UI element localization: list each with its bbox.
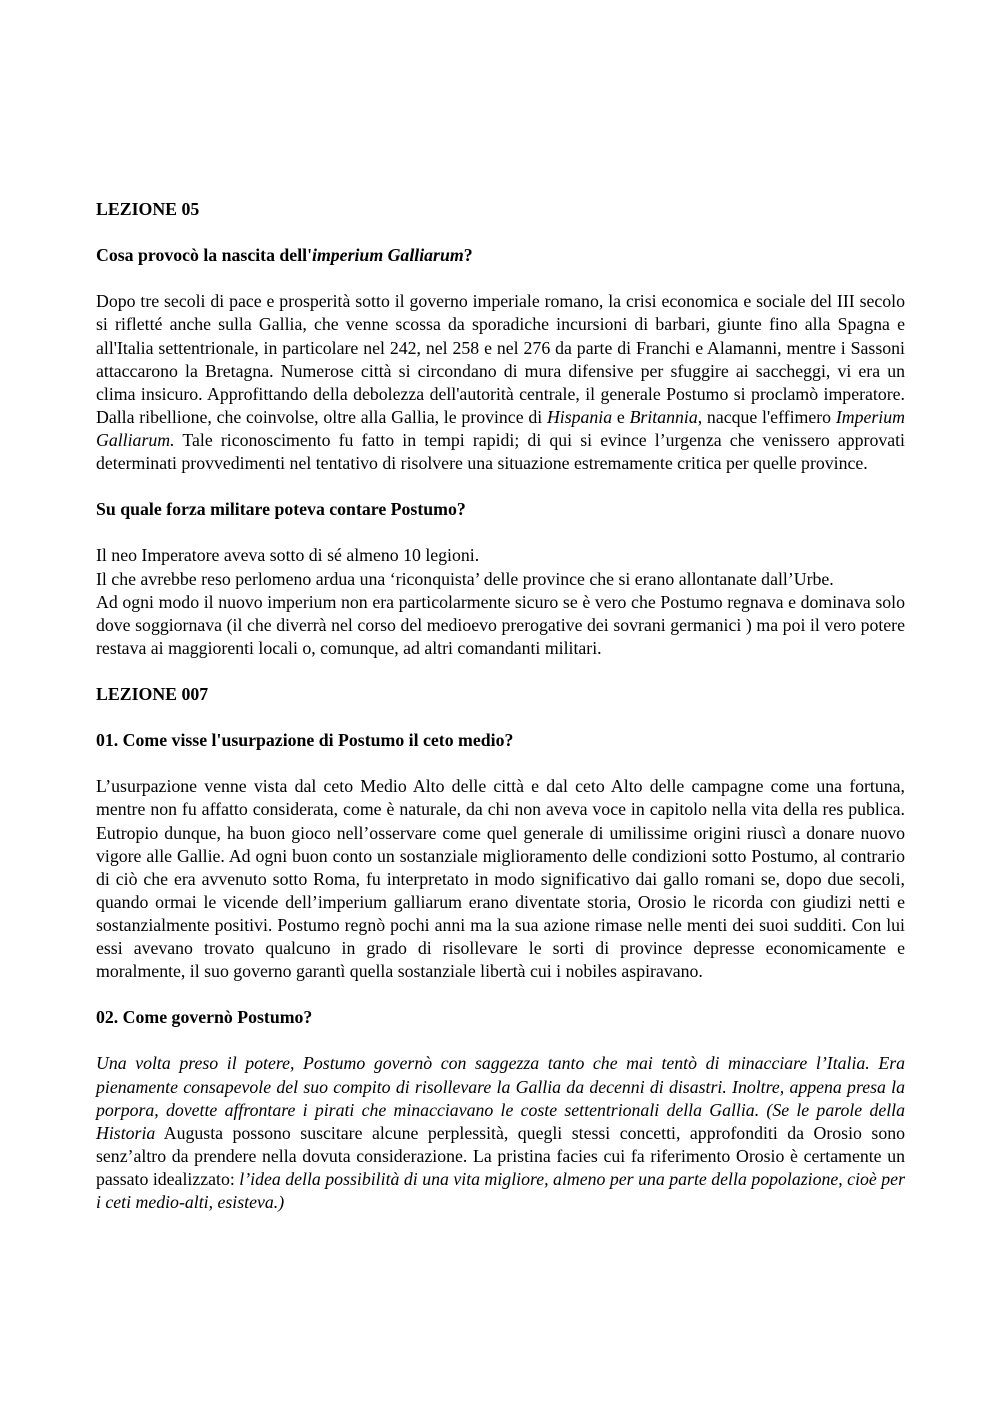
- question-text: Cosa provocò la nascita dell': [96, 245, 313, 266]
- answer-military-line-2: Il che avrebbe reso perlomeno ardua una ‘riconquista’ delle province che si erano allontanate dall’Urbe.: [96, 568, 834, 589]
- document-body: [96, 198, 905, 1214]
- answer-italic-part: l’idea della possibilità di una vita migliore, almeno per una parte della popolazione, cioè per i ceti medio-alti, esisteva.): [96, 1168, 905, 1213]
- answer-governance: [96, 1052, 905, 1214]
- answer-part: e: [612, 406, 630, 427]
- question-middle-class: 01. Come visse l'usurpazione di Postumo il ceto medio?: [96, 730, 514, 751]
- answer-part: Tale riconoscimento fu fatto in tempi rapidi; di qui si evince l’urgenza che venissero approvati determinati provvedimenti nel tentativo di risolvere una situazione estremamente critica per quelle province.: [96, 429, 905, 474]
- question-italic: imperium Galliarum: [312, 245, 464, 266]
- answer-military-line-3: Ad ogni modo il nuovo imperium non era particolarmente sicuro se è vero che Postumo regnava e dominava solo dove soggiornava (il che diverrà nel corso del medioevo prerogative dei sovrani germanici ) ma poi il vero potere restava ai maggiorenti locali o, comunque, ad altri comandanti militari.: [96, 591, 905, 658]
- question-end: ?: [463, 245, 473, 266]
- answer-italic-britannia: Britannia: [629, 406, 698, 427]
- answer-part: , nacque l'effimero: [697, 406, 836, 427]
- answer-military-line-1: Il neo Imperatore aveva sotto di sé almeno 10 legioni.: [96, 545, 480, 566]
- question-governance: 02. Come governò Postumo?: [96, 1007, 313, 1028]
- answer-imperium-origin: [96, 290, 905, 475]
- answer-italic-hispania: Hispania: [546, 406, 613, 427]
- answer-part: Augusta possono suscitare alcune perplessità, quegli stessi concetti, approfonditi da Orosio sono senz’altro da prendere nella dovuta considerazione. La pristina facies cui fa riferimento Orosio è certamente un passato idealizzato:: [96, 1122, 905, 1189]
- answer-italic-part: Una volta preso il potere, Postumo governò con saggezza tanto che mai tentò di minacciare l’Italia. Era pienamente consapevole del suo compito di risollevare la Gallia da decenni di disastri. Inoltre, appena presa la porpora, dovette affrontare i pirati che minacciavano le coste settentrionali della Gallia. (Se le parole della Historia: [96, 1053, 905, 1143]
- lesson-007-heading: LEZIONE 007: [96, 683, 209, 704]
- answer-middle-class: L’usurpazione venne vista dal ceto Medio Alto delle città e dal ceto Alto delle campagne come una fortuna, mentre non fu affatto considerata, come è naturale, da chi non aveva voce in capitolo nella vita della res publica. Eutropio dunque, ha buon gioco nell’osservare come quel generale di umilissime origini riuscì a donare nuovo vigore alle Gallie. Ad ogni buon conto un sostanziale miglioramento delle condizioni sotto Postumo, al contrario di ciò che era avvenuto sotto Roma, fu interpretato in modo significativo dai gallo romani se, dopo due secoli, quando ormai le vicende dell’imperium galliarum erano diventate storia, Orosio le ricorda con giudizi netti e sostanzialmente positivi. Postumo regnò pochi anni ma la sua azione rimase nelle menti dei suoi sudditi. Con lui essi avevano trovato qualcuno in grado di risollevare le sorti di province depresse economicamente e moralmente, il suo governo garantì quella sostanziale libertà cui i nobiles aspiravano.: [96, 776, 905, 982]
- lesson-05-heading: LEZIONE 05: [96, 199, 200, 219]
- answer-italic-imperium: Imperium Galliarum.: [96, 406, 905, 450]
- answer-part: Dopo tre secoli di pace e prosperità sotto il governo imperiale romano, la crisi economica e sociale del III secolo si rifletté anche sulla Gallia, che venne scossa da sporadiche incursioni di barbari, giunte fino alla Spagna e all'Italia settentrionale, in particolare nel 242, nel 258 e nel 276 da parte di Franchi e Alamanni, mentre i Sassoni attaccarono la Bretagna. Numerose città si circondano di mura difensive per sfuggire ai saccheggi, vi era un clima insicuro. Approfittando della debolezza dell'autorità centrale, il generale Postumo si proclamò imperatore. Dalla ribellione, che coinvolse, oltre alla Gallia, le province di: [96, 291, 905, 427]
- question-military-force: Su quale forza militare poteva contare Postumo?: [96, 499, 466, 520]
- question-imperium-origin: [96, 244, 905, 267]
